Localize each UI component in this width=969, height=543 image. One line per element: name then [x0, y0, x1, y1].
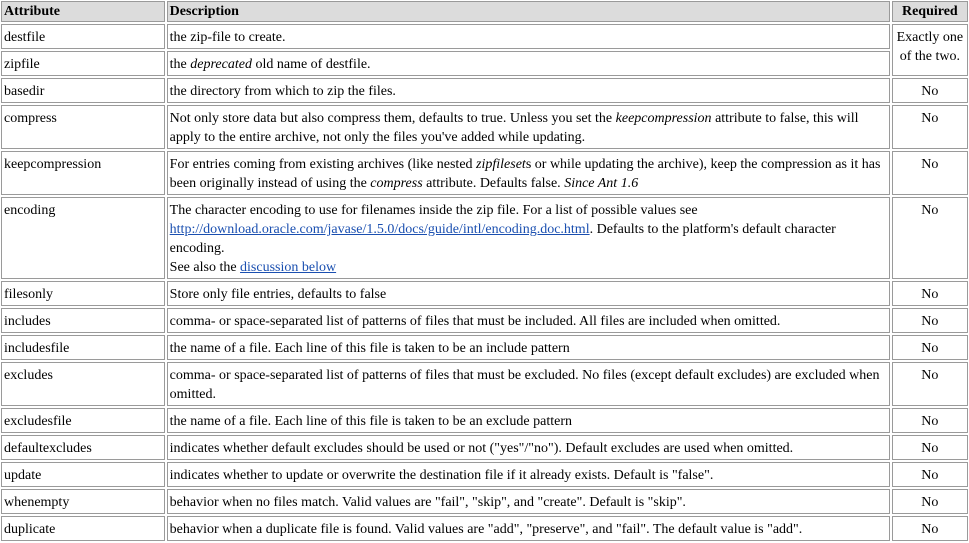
table-row: [1, 489, 968, 514]
attribute-description: comma- or space-separated list of patterns of files that must be included. All files are included when omitted.: [167, 308, 890, 333]
attribute-required: No: [892, 308, 968, 333]
attribute-name: excludesfile: [1, 408, 165, 433]
attribute-required: No: [892, 516, 968, 541]
attribute-description: indicates whether to update or overwrite the destination file if it already exists. Default is "false".: [167, 462, 890, 487]
description-emphasis: deprecated: [190, 57, 252, 72]
table-row: [1, 197, 968, 279]
attribute-name: excludes: [1, 362, 165, 406]
description-text: For entries coming from existing archives (like nested: [169, 157, 477, 172]
table-row: [1, 408, 968, 433]
attribute-name: zipfile: [1, 51, 165, 76]
attribute-required: No: [892, 408, 968, 433]
since-version: Since Ant 1.6: [564, 176, 639, 191]
attribute-description: [167, 105, 890, 149]
header-description: Description: [167, 1, 890, 22]
attribute-description: [167, 197, 890, 279]
encoding-list-link[interactable]: http://download.oracle.com/javase/1.5.0/docs/guide/intl/encoding.doc.html: [169, 222, 590, 237]
table-row: [1, 362, 968, 406]
attribute-name: duplicate: [1, 516, 165, 541]
attribute-required: Exactly one of the two.: [892, 24, 968, 76]
attribute-description: the directory from which to zip the files.: [167, 78, 890, 103]
description-text: s or while updating the archive), keep the compression as it has been originally instead of using the: [169, 157, 881, 191]
attribute-required: No: [892, 105, 968, 149]
attribute-description: the zip-file to create.: [167, 24, 890, 49]
table-row: [1, 308, 968, 333]
attribute-description: the name of a file. Each line of this file is taken to be an exclude pattern: [167, 408, 890, 433]
description-text: attribute. Defaults false.: [422, 176, 565, 191]
description-text: the: [169, 57, 191, 72]
description-emphasis: zipfileset: [476, 157, 526, 172]
attribute-description: behavior when no files match. Valid values are "fail", "skip", and "create". Default is "skip".: [167, 489, 890, 514]
description-text: The character encoding to use for filenames inside the zip file. For a list of possible values see: [169, 203, 698, 218]
attribute-required: No: [892, 489, 968, 514]
table-row: [1, 435, 968, 460]
description-text: old name of destfile.: [251, 57, 371, 72]
attribute-description: [167, 51, 890, 76]
header-required: Required: [892, 1, 968, 22]
attribute-name: keepcompression: [1, 151, 165, 195]
header-row: [1, 1, 968, 22]
table-row: [1, 24, 968, 49]
header-attribute: Attribute: [1, 1, 165, 22]
table-row: [1, 462, 968, 487]
table-row: [1, 335, 968, 360]
description-text: Not only store data but also compress them, defaults to true. Unless you set the: [169, 111, 616, 126]
attribute-description: [167, 151, 890, 195]
attribute-required: No: [892, 362, 968, 406]
table-row: [1, 105, 968, 149]
attribute-name: whenempty: [1, 489, 165, 514]
description-text: . Defaults to the platform's default character encoding.: [169, 222, 836, 256]
table-row: [1, 78, 968, 103]
attribute-description: the name of a file. Each line of this file is taken to be an include pattern: [167, 335, 890, 360]
table-row: [1, 51, 968, 76]
attribute-required: No: [892, 197, 968, 279]
attribute-name: update: [1, 462, 165, 487]
description-emphasis: compress: [370, 176, 423, 191]
attribute-required: No: [892, 281, 968, 306]
attribute-required: No: [892, 335, 968, 360]
description-text: See also the: [169, 260, 241, 275]
attribute-name: encoding: [1, 197, 165, 279]
attribute-name: basedir: [1, 78, 165, 103]
attribute-name: compress: [1, 105, 165, 149]
attribute-description: Store only file entries, defaults to false: [167, 281, 890, 306]
table-row: [1, 281, 968, 306]
attribute-required: No: [892, 151, 968, 195]
attribute-name: includesfile: [1, 335, 165, 360]
attribute-description: behavior when a duplicate file is found. Valid values are "add", "preserve", and "fail". The default value is "add".: [167, 516, 890, 541]
attribute-name: defaultexcludes: [1, 435, 165, 460]
description-emphasis: keepcompression: [615, 111, 712, 126]
attribute-description: indicates whether default excludes should be used or not ("yes"/"no"). Default excludes are used when omitted.: [167, 435, 890, 460]
discussion-link[interactable]: discussion below: [240, 260, 337, 275]
attribute-required: No: [892, 462, 968, 487]
description-text: attribute to false, this will apply to the entire archive, not only the files you've added while updating.: [169, 111, 859, 145]
attribute-required: No: [892, 78, 968, 103]
table-row: [1, 151, 968, 195]
attribute-required: No: [892, 435, 968, 460]
table-row: [1, 516, 968, 541]
attribute-description: comma- or space-separated list of patterns of files that must be excluded. No files (except default excludes) are excluded when omitted.: [167, 362, 890, 406]
attribute-name: includes: [1, 308, 165, 333]
attribute-name: destfile: [1, 24, 165, 49]
attribute-name: filesonly: [1, 281, 165, 306]
